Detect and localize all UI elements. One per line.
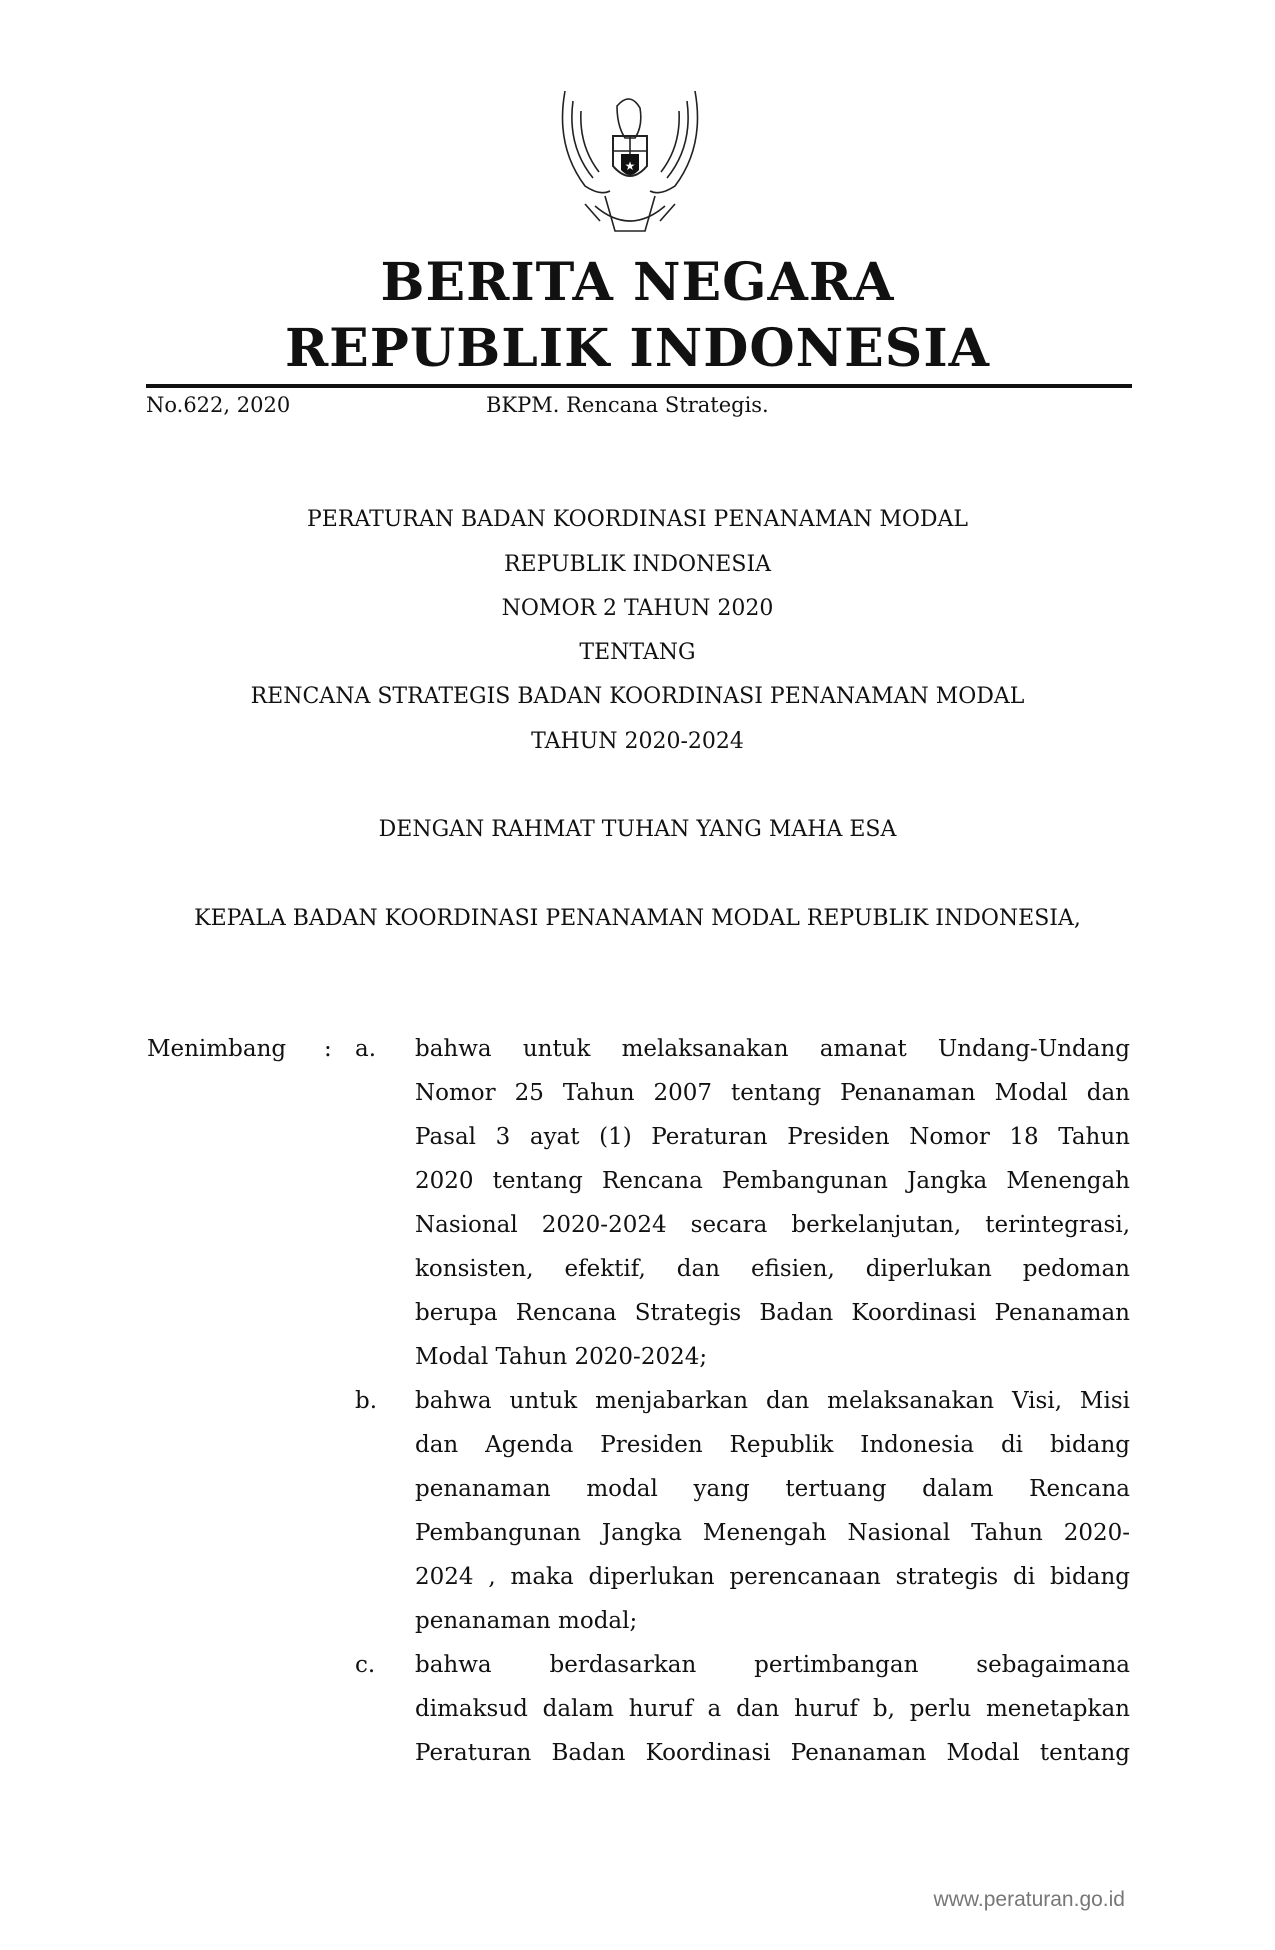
item-text-line: penanaman modal; <box>415 1608 638 1634</box>
item-text-line: berupa Rencana Strategis Badan Koordinasi Penanaman <box>415 1300 1130 1326</box>
header-rule <box>146 384 1132 388</box>
item-text-line: penanaman modal yang tertuang dalam Rencana <box>415 1476 1130 1502</box>
item-marker: c. <box>355 1652 376 1678</box>
item-text-line: konsisten, efektif, dan efisien, diperlukan pedoman <box>415 1256 1130 1282</box>
heading-line: PERATURAN BADAN KOORDINASI PENANAMAN MODAL <box>306 507 969 532</box>
authority: KEPALA BADAN KOORDINASI PENANAMAN MODAL REPUBLIK INDONESIA, <box>194 906 1081 931</box>
item-marker: b. <box>355 1388 378 1414</box>
item-text-line: 2020 tentang Rencana Pembangunan Jangka Menengah <box>415 1168 1130 1194</box>
heading-line: TAHUN 2020-2024 <box>531 729 744 754</box>
menimbang-label: Menimbang <box>147 1036 287 1062</box>
invocation: DENGAN RAHMAT TUHAN YANG MAHA ESA <box>378 817 897 842</box>
menimbang-colon: : <box>324 1036 332 1062</box>
item-text-line: dan Agenda Presiden Republik Indonesia di bidang <box>415 1432 1130 1458</box>
heading-line: RENCANA STRATEGIS BADAN KOORDINASI PENANAMAN MODAL <box>250 684 1025 709</box>
item-text-line: 2024 , maka diperlukan perencanaan strategis di bidang <box>415 1564 1130 1590</box>
footer-url[interactable]: www.peraturan.go.id <box>933 1888 1125 1911</box>
heading-line: TENTANG <box>579 640 696 665</box>
heading-line: NOMOR 2 TAHUN 2020 <box>501 596 774 621</box>
gazette-subtitle: REPUBLIK INDONESIA <box>284 318 991 379</box>
gazette-title: BERITA NEGARA <box>380 252 895 313</box>
heading-line: REPUBLIK INDONESIA <box>503 552 772 577</box>
item-text-line: bahwa untuk menjabarkan dan melaksanakan Visi, Misi <box>415 1388 1130 1414</box>
item-text-line: bahwa berdasarkan pertimbangan sebagaimana <box>415 1652 1130 1678</box>
item-text-line: Modal Tahun 2020-2024; <box>415 1344 708 1370</box>
item-text-line: Peraturan Badan Koordinasi Penanaman Modal tentang <box>415 1740 1130 1766</box>
item-text-line: dimaksud dalam huruf a dan huruf b, perlu menetapkan <box>415 1696 1130 1722</box>
svg-text:★: ★ <box>624 159 636 173</box>
garuda-emblem-icon <box>555 86 705 241</box>
item-text-line: Nomor 25 Tahun 2007 tentang Penanaman Modal dan <box>415 1080 1130 1106</box>
gazette-number: No.622, 2020 <box>146 393 291 417</box>
item-text-line: Pembangunan Jangka Menengah Nasional Tahun 2020- <box>415 1520 1130 1546</box>
item-text-line: Nasional 2020-2024 secara berkelanjutan, terintegrasi, <box>415 1212 1130 1238</box>
item-text-line: bahwa untuk melaksanakan amanat Undang-Undang <box>415 1036 1130 1062</box>
item-marker: a. <box>355 1036 377 1062</box>
gazette-subject: BKPM. Rencana Strategis. <box>486 393 769 417</box>
item-text-line: Pasal 3 ayat (1) Peraturan Presiden Nomor 18 Tahun <box>415 1124 1130 1150</box>
